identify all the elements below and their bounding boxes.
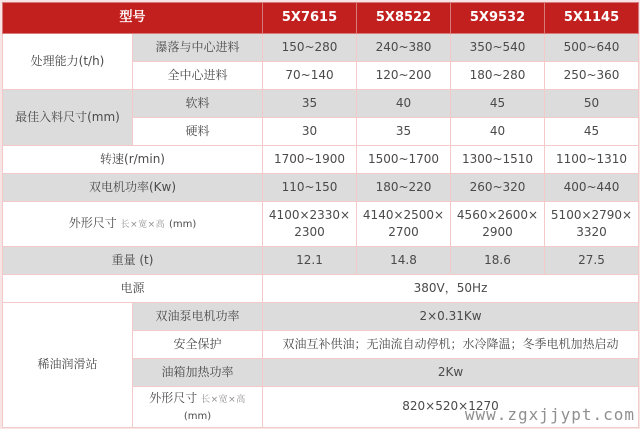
cell-value: 1500~1700 <box>357 146 451 174</box>
cell-value: 1300~1510 <box>451 146 545 174</box>
table-row <box>3 202 639 247</box>
cell-value: 250~360 <box>545 62 639 90</box>
cell-value: 1100~1310 <box>545 146 639 174</box>
row-label-power-supply: 电源 <box>3 275 263 303</box>
table-header-row <box>3 3 639 34</box>
row-label: 瀑落与中心进料 <box>133 34 263 62</box>
row-label-weight: 重量 (t) <box>3 247 263 275</box>
cell-value: 350~540 <box>451 34 545 62</box>
dimensions-unit: (mm) <box>168 219 197 231</box>
header-model-3: 5X9532 <box>451 3 545 34</box>
row-label-speed: 转速(r/min) <box>3 146 263 174</box>
header-model-1: 5X7615 <box>263 3 357 34</box>
table-row <box>3 174 639 202</box>
row-label-dimensions <box>3 202 263 247</box>
cell-value: 260~320 <box>451 174 545 202</box>
cell-value-span: 820×520×1270 <box>263 387 639 428</box>
row-label-motor-power: 双电机功率(Kw) <box>3 174 263 202</box>
cell-value-span: 2Kw <box>263 359 639 387</box>
cell-value: 45 <box>545 118 639 146</box>
cell-value: 14.8 <box>357 247 451 275</box>
cell-value: 110~150 <box>263 174 357 202</box>
cell-value: 30 <box>263 118 357 146</box>
dimensions-label: 外形尺寸 <box>68 216 117 231</box>
table-row <box>3 34 639 62</box>
row-label: 双油泵电机功率 <box>133 303 263 331</box>
cell-value: 70~140 <box>263 62 357 90</box>
cell-value: 40 <box>451 118 545 146</box>
cell-value: 180~280 <box>451 62 545 90</box>
cell-value: 35 <box>263 90 357 118</box>
cell-value: 4140×2500×2700 <box>357 202 451 247</box>
cell-value: 40 <box>357 90 451 118</box>
row-label: 硬料 <box>133 118 263 146</box>
table-row <box>3 247 639 275</box>
row-label: 软料 <box>133 90 263 118</box>
cell-value: 50 <box>545 90 639 118</box>
cell-value: 150~280 <box>263 34 357 62</box>
cell-value: 240~380 <box>357 34 451 62</box>
row-label-lube-dimensions <box>133 387 263 428</box>
table-row <box>3 275 639 303</box>
cell-value: 4100×2330×2300 <box>263 202 357 247</box>
dimensions-unit: (mm) <box>183 410 212 422</box>
cell-value: 35 <box>357 118 451 146</box>
row-label: 全中心进料 <box>133 62 263 90</box>
cell-value: 18.6 <box>451 247 545 275</box>
cell-value: 400~440 <box>545 174 639 202</box>
header-model-4: 5X1145 <box>545 3 639 34</box>
row-group-feed-size: 最佳入料尺寸(mm) <box>3 90 133 146</box>
cell-value: 1700~1900 <box>263 146 357 174</box>
row-group-capacity: 处理能力(t/h) <box>3 34 133 90</box>
cell-value: 120~200 <box>357 62 451 90</box>
row-label: 油箱加热功率 <box>133 359 263 387</box>
watermark-url: www.zgxjjypt.com <box>464 405 635 424</box>
cell-value: 500~640 <box>545 34 639 62</box>
spec-table <box>2 2 639 428</box>
header-model-2: 5X8522 <box>357 3 451 34</box>
cell-value: 12.1 <box>263 247 357 275</box>
table-row <box>3 303 639 331</box>
cell-value: 5100×2790×3320 <box>545 202 639 247</box>
header-model-label: 型号 <box>3 3 263 34</box>
cell-value-span: 380V，50Hz <box>263 275 639 303</box>
cell-value: 45 <box>451 90 545 118</box>
cell-value-span: 双油互补供油；无油流自动停机；水冷降温；冬季电机加热启动 <box>263 331 639 359</box>
dimensions-lwh-label: 长×宽×高 <box>120 220 166 231</box>
cell-value-span: 2×0.31Kw <box>263 303 639 331</box>
row-group-lubrication-station: 稀油润滑站 <box>3 303 133 428</box>
row-label: 安全保护 <box>133 331 263 359</box>
dimensions-label: 外形尺寸 <box>149 390 198 405</box>
table-row <box>3 90 639 118</box>
table-row <box>3 146 639 174</box>
cell-value: 4560×2600×2900 <box>451 202 545 247</box>
cell-value: 27.5 <box>545 247 639 275</box>
dimensions-lwh-label: 长×宽×高 <box>201 394 246 405</box>
cell-value: 180~220 <box>357 174 451 202</box>
